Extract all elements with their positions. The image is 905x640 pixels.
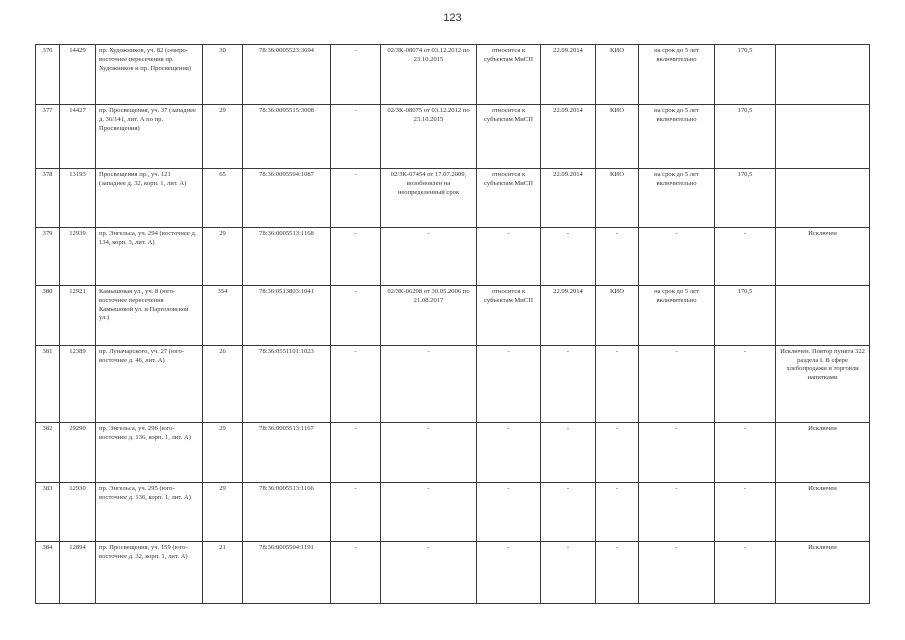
encumbrance-cell: - <box>331 483 381 542</box>
encumbrance-cell: - <box>331 423 381 483</box>
agreement-cell: 02/ЗК-08075 от 03.12.2012 по 23.10.2015 <box>381 104 477 168</box>
object-code: 14429 <box>60 45 96 105</box>
price-cell: - <box>715 423 776 483</box>
table-row <box>36 227 870 285</box>
encumbrance-cell: - <box>331 227 381 285</box>
table-row <box>36 541 870 603</box>
price-cell: - <box>715 227 776 285</box>
term-cell: на срок до 5 лет включительно <box>639 104 715 168</box>
table-row <box>36 423 870 483</box>
row-number: 380 <box>36 285 60 345</box>
category-cell: относится к субъектам МиСП <box>477 285 541 345</box>
object-code: 12939 <box>60 227 96 285</box>
address-cell: пр. Просвещения, уч. 37 (западнее д. 36/141, лит. А по пр. Просвещения) <box>96 104 203 168</box>
encumbrance-cell: - <box>331 345 381 422</box>
organization-cell: КИО <box>596 45 639 105</box>
cadastral-number-cell: 78:36:0005515:3008 <box>243 104 331 168</box>
note-cell <box>776 45 870 105</box>
term-cell: - <box>639 227 715 285</box>
row-number: 378 <box>36 168 60 227</box>
area-cell: 354 <box>203 285 243 345</box>
agreement-cell: - <box>381 345 477 422</box>
object-code: 12389 <box>60 345 96 422</box>
note-cell: Исключен. Повтор пункта 322 раздела I. В сфере хлебопродажи и торговли напитками <box>776 345 870 422</box>
date-cell: 22.09.2014 <box>541 104 596 168</box>
table-row <box>36 285 870 345</box>
cadastral-number-cell: 78:36:0005513:1166 <box>243 483 331 542</box>
object-code: 14427 <box>60 104 96 168</box>
area-cell: 29 <box>203 104 243 168</box>
area-cell: 26 <box>203 345 243 422</box>
encumbrance-cell: - <box>331 104 381 168</box>
category-cell: относится к субъектам МиСП <box>477 168 541 227</box>
category-cell: - <box>477 423 541 483</box>
date-cell: 22.09.2014 <box>541 45 596 105</box>
date-cell: - <box>541 483 596 542</box>
address-cell: пр. Просвещения, уч. 159 (юго-восточнее д. 32, корп. 1, лит. А) <box>96 541 203 603</box>
address-cell: пр. Художников, уч. 82 (северо-восточнее пересечения пр. Художников и пр. Просвещения) <box>96 45 203 105</box>
agreement-cell: 02/ЗК-07454 от 17.07.2009, возобновлен на неопределенный срок <box>381 168 477 227</box>
address-cell: пр. Энгельса, уч. 294 (восточнее д. 134, корп. 3, лит. А) <box>96 227 203 285</box>
agreement-cell: - <box>381 227 477 285</box>
area-cell: 65 <box>203 168 243 227</box>
organization-cell: КИО <box>596 168 639 227</box>
organization-cell: - <box>596 345 639 422</box>
note-cell: Исключен <box>776 541 870 603</box>
encumbrance-cell: - <box>331 45 381 105</box>
note-cell <box>776 168 870 227</box>
organization-cell: - <box>596 541 639 603</box>
price-cell: 170,5 <box>715 104 776 168</box>
date-cell: - <box>541 227 596 285</box>
price-cell: - <box>715 541 776 603</box>
row-number: 379 <box>36 227 60 285</box>
term-cell: на срок до 5 лет включительно <box>639 45 715 105</box>
cadastral-number-cell: 78:36:0005504:1191 <box>243 541 331 603</box>
organization-cell: КИО <box>596 285 639 345</box>
agreement-cell: - <box>381 483 477 542</box>
table-row <box>36 483 870 542</box>
category-cell: - <box>477 227 541 285</box>
table-row <box>36 45 870 105</box>
category-cell: - <box>477 345 541 422</box>
note-cell <box>776 285 870 345</box>
object-code: 29290 <box>60 423 96 483</box>
organization-cell: - <box>596 483 639 542</box>
row-number: 377 <box>36 104 60 168</box>
cadastral-number-cell: 78:36:0005523:3694 <box>243 45 331 105</box>
note-cell: Исключен <box>776 483 870 542</box>
term-cell: на срок до 5 лет включительно <box>639 285 715 345</box>
date-cell: - <box>541 541 596 603</box>
cadastral-number-cell: 78:36:0005504:1087 <box>243 168 331 227</box>
table-row <box>36 345 870 422</box>
price-cell: 170,5 <box>715 45 776 105</box>
table-row <box>36 168 870 227</box>
note-cell: Исключен <box>776 423 870 483</box>
object-code: 12921 <box>60 285 96 345</box>
note-cell: Исключен <box>776 227 870 285</box>
price-cell: 170,5 <box>715 285 776 345</box>
encumbrance-cell: - <box>331 541 381 603</box>
area-cell: 29 <box>203 227 243 285</box>
address-cell: пр. Луначарского, уч. 27 (юго-восточнее д. 46, лит. А) <box>96 345 203 422</box>
row-number: 376 <box>36 45 60 105</box>
address-cell: Камышовая ул., уч. 8 (юго-восточнее пересечения Камышовой ул. и Парголовской ул.) <box>96 285 203 345</box>
note-cell <box>776 104 870 168</box>
category-cell: - <box>477 483 541 542</box>
row-number: 383 <box>36 483 60 542</box>
encumbrance-cell: - <box>331 168 381 227</box>
organization-cell: - <box>596 227 639 285</box>
term-cell: - <box>639 541 715 603</box>
row-number: 384 <box>36 541 60 603</box>
address-cell: пр. Энгельса, уч. 295 (юго-восточнее д. 136, корп. 1, лит. А) <box>96 483 203 542</box>
date-cell: 22.09.2014 <box>541 285 596 345</box>
price-cell: - <box>715 345 776 422</box>
area-cell: 29 <box>203 483 243 542</box>
category-cell: относится к субъектам МиСП <box>477 45 541 105</box>
date-cell: - <box>541 345 596 422</box>
date-cell: 22.09.2014 <box>541 168 596 227</box>
organization-cell: КИО <box>596 104 639 168</box>
date-cell: - <box>541 423 596 483</box>
table-row <box>36 104 870 168</box>
term-cell: на срок до 5 лет включительно <box>639 168 715 227</box>
cadastral-number-cell: 78:36:0005513:1168 <box>243 227 331 285</box>
price-cell: 170,5 <box>715 168 776 227</box>
cadastral-number-cell: 78:36:0513803:1041 <box>243 285 331 345</box>
term-cell: - <box>639 423 715 483</box>
category-cell: относится к субъектам МиСП <box>477 104 541 168</box>
term-cell: - <box>639 345 715 422</box>
row-number: 382 <box>36 423 60 483</box>
agreement-cell: - <box>381 541 477 603</box>
encumbrance-cell: - <box>331 285 381 345</box>
organization-cell: - <box>596 423 639 483</box>
category-cell: - <box>477 541 541 603</box>
registry-table <box>35 44 870 604</box>
page-number: 123 <box>443 12 462 24</box>
area-cell: 30 <box>203 45 243 105</box>
object-code: 12894 <box>60 541 96 603</box>
term-cell: - <box>639 483 715 542</box>
cadastral-number-cell: 78:36:0005513:1167 <box>243 423 331 483</box>
address-cell: пр. Энгельса, уч. 296 (юго-восточнее д. 136, корп. 1, лит. А) <box>96 423 203 483</box>
agreement-cell: 02/ЗК-08074 от 03.12.2012 по 23.10.2015 <box>381 45 477 105</box>
price-cell: - <box>715 483 776 542</box>
object-code: 12930 <box>60 483 96 542</box>
area-cell: 21 <box>203 541 243 603</box>
row-number: 381 <box>36 345 60 422</box>
cadastral-number-cell: 78:36:0551101:1023 <box>243 345 331 422</box>
area-cell: 29 <box>203 423 243 483</box>
address-cell: Просвещения пр., уч. 121 (западнее д. 32, корп. 1, лит. А) <box>96 168 203 227</box>
agreement-cell: 02/ЗК-06298 от 30.05.2006 по 21.08.2017 <box>381 285 477 345</box>
agreement-cell: - <box>381 423 477 483</box>
object-code: 13193 <box>60 168 96 227</box>
